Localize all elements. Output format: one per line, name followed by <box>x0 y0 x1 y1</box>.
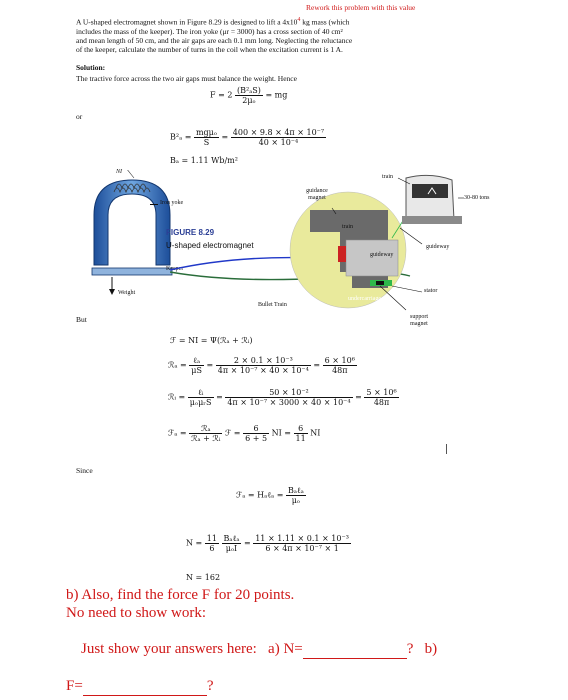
question-line-4: F= <box>66 678 83 694</box>
b-squared-equation <box>170 128 326 147</box>
fa-d3: 11 <box>295 434 306 443</box>
stator-label: stator <box>424 288 438 294</box>
ra-eq: = <box>206 360 214 370</box>
mass-exponent: 4 <box>297 17 301 23</box>
figure-caption-title: FIGURE 8.29 <box>166 228 215 237</box>
fa-n1: ℛₐ <box>189 424 222 434</box>
ra-d3: 48π <box>332 366 348 375</box>
fa-d2: 6 + 5 <box>245 434 268 443</box>
n-result: N = 162 <box>186 573 221 582</box>
ra-d1: μS <box>191 366 202 375</box>
n-n3: 11 × 1.11 × 0.1 × 10⁻³ <box>255 534 349 543</box>
ri-n2: 50 × 10⁻² <box>225 388 352 398</box>
fa-mid2: NI = <box>271 428 291 438</box>
keeper-label: Keeper <box>166 266 184 272</box>
answer-n-blank[interactable] <box>303 640 407 659</box>
guidance-magnet-block <box>338 246 346 262</box>
b2-den1: S <box>203 138 210 147</box>
train-small-label: train <box>342 224 353 230</box>
ri-eq2: = <box>355 392 362 402</box>
fa-tail: NI <box>310 428 321 438</box>
ri-lhs: ℛᵢ = <box>168 392 186 402</box>
guideway-outer-label: guideway <box>426 244 450 250</box>
ra-n3: 6 × 10⁶ <box>324 356 355 365</box>
rework-note: Rework this problem with this value <box>306 3 416 12</box>
n-d2: μₒI <box>225 544 238 553</box>
b2-den2: 40 × 10⁻⁴ <box>258 138 299 147</box>
n-d1: 6 <box>209 544 215 553</box>
train-front-icon <box>402 175 462 224</box>
n-eq: = <box>243 538 251 548</box>
ni-label: NI <box>116 169 122 175</box>
answer-f-blank[interactable] <box>83 677 207 696</box>
since-den: μₒ <box>291 496 301 505</box>
problem-line-2: includes the mass of the keeper). The iron yoke (μr = 3000) has a cross section of 40 cm² <box>76 26 343 36</box>
fa-mid: ℱ = <box>224 428 241 438</box>
figure-caption-text: U-shaped electromagnet <box>166 241 254 250</box>
tons-label: 30-80 tons <box>464 195 490 201</box>
n-d3: 6 × 4π × 10⁻⁷ × 1 <box>265 544 339 553</box>
keeper-bar <box>92 268 172 275</box>
b-equation: Bₐ = 1.11 Wb/m² <box>170 156 238 165</box>
solution-heading: Solution: <box>76 63 106 72</box>
undercarriage-label: undercarriage <box>348 296 381 302</box>
ri-n3: 5 × 10⁶ <box>366 388 397 397</box>
ra-lhs: ℛₐ = <box>168 360 187 370</box>
weight-label: Weight <box>118 290 136 296</box>
or-label: or <box>76 112 83 121</box>
iron-yoke-leader <box>150 204 158 205</box>
but-label: But <box>76 315 87 324</box>
iron-yoke-label: Iron yoke <box>160 200 184 206</box>
bullet-train-label: Bullet Train <box>258 302 287 308</box>
question-block <box>66 586 556 696</box>
ra-n2: 2 × 0.1 × 10⁻³ <box>216 356 311 366</box>
question-line-3: Just show your answers here: a) N= <box>81 641 303 657</box>
fa-n3: 6 <box>294 424 308 434</box>
ri-eq: = <box>216 392 223 402</box>
problem-line-3: and mean length of 50 cm, and the air gaps are each 0.1 mm long. Neglecting the reluctance <box>76 35 353 45</box>
ra-eq2: = <box>313 360 321 370</box>
force-eq-den: 2μₒ <box>242 96 256 105</box>
solution-intro: The tractive force across the two air gaps must balance the weight. Hence <box>76 74 297 83</box>
fa-d1: ℛₐ + ℛᵢ <box>191 434 221 443</box>
guideway-rail <box>346 240 398 276</box>
force-eq-rhs: = mg <box>265 90 288 100</box>
guidance-magnet-label: guidance magnet <box>306 188 328 201</box>
b-label: b) <box>424 641 438 657</box>
n-n2: Bₐℓₐ <box>223 534 240 543</box>
b2-eq: = <box>221 132 229 142</box>
fa-equation <box>168 424 320 443</box>
train-top-label: train <box>382 174 393 180</box>
cursor-mark <box>446 444 447 454</box>
problem-line-1: A U-shaped electromagnet shown in Figure 8.29 is designed to lift a 4x10 <box>76 17 298 27</box>
ra-equation <box>168 356 357 375</box>
b2-num1: mgμₒ <box>195 128 217 137</box>
since-num: Bₐℓₐ <box>287 486 304 495</box>
ri-d1: μₒμᵣS <box>189 398 212 407</box>
question-mark-1: ? <box>406 641 414 657</box>
ri-d3: 48π <box>373 398 390 407</box>
fa-n2: 6 <box>243 424 269 434</box>
problem-statement <box>76 16 536 54</box>
fa-lhs: ℱₐ = <box>168 428 187 438</box>
question-line-1: b) Also, find the force F for 20 points. <box>66 587 295 603</box>
b2-lhs: B²ₐ = <box>170 132 192 142</box>
since-equation <box>236 486 306 505</box>
ri-n1: ℓᵢ <box>188 388 214 398</box>
mmf-equation: ℱ = NI = Ψ(ℛₐ + ℛᵢ) <box>170 336 253 345</box>
n-lhs: N = <box>186 538 203 548</box>
n-equation <box>186 534 351 553</box>
ra-d2: 4π × 10⁻⁷ × 40 × 10⁻⁴ <box>217 366 309 375</box>
since-lhs: ℱₐ = Hₐℓₐ = <box>236 490 284 500</box>
force-eq-lhs: F = 2 <box>210 90 233 100</box>
since-label: Since <box>76 466 93 475</box>
problem-line-4: of the keeper, calculate the number of turns in the coil when the excitation current is 1 A. <box>76 44 343 54</box>
ri-d2: 4π × 10⁻⁷ × 3000 × 40 × 10⁻⁴ <box>227 398 351 407</box>
b2-num2: 400 × 9.8 × 4π × 10⁻⁷ <box>232 128 325 137</box>
ra-n1: ℓₐ <box>189 356 204 366</box>
question-mark-2: ? <box>206 678 214 694</box>
force-equation <box>210 86 287 105</box>
question-line-2: No need to show work: <box>66 605 206 621</box>
support-magnet-label: support magnet <box>410 314 428 327</box>
guideway-inner-label: guideway <box>370 252 394 258</box>
n-n1: 11 <box>206 534 217 543</box>
ri-equation <box>168 388 399 407</box>
force-eq-num: (B²ₐS) <box>236 86 261 95</box>
problem-line-1-tail: kg mass (which <box>300 17 350 27</box>
